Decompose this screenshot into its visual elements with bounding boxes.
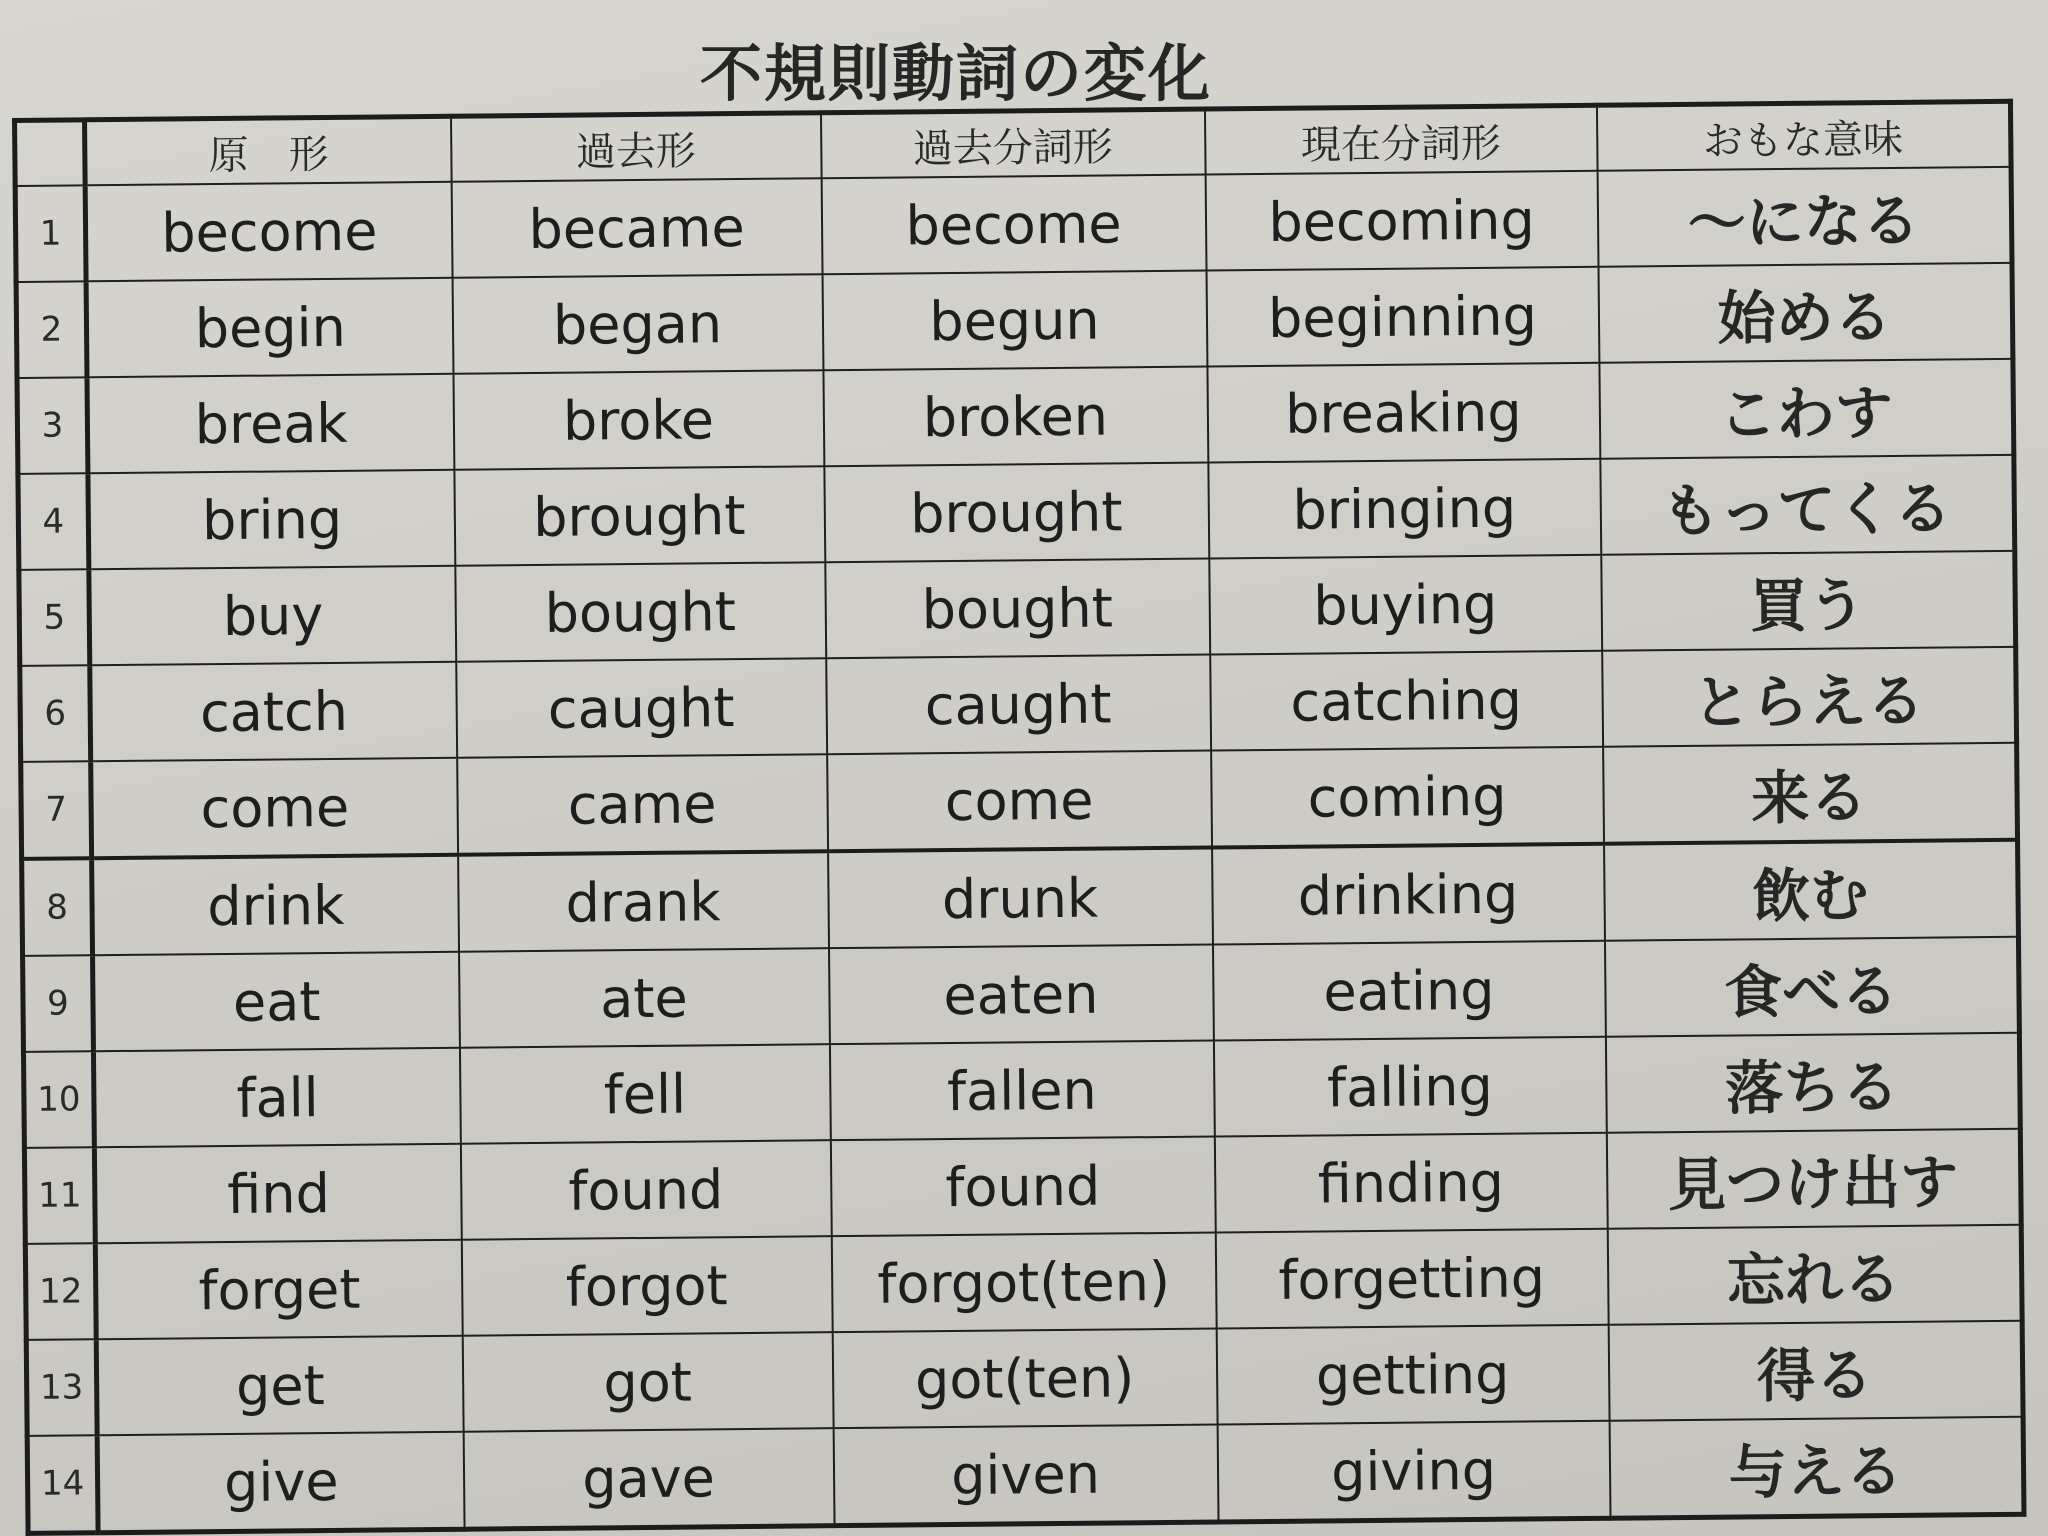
past-participle-cell: fallen: [829, 1041, 1214, 1141]
past-participle-cell: become: [821, 175, 1206, 275]
base-form-cell: begin: [86, 278, 453, 378]
past-form-cell: forgot: [461, 1236, 832, 1336]
past-form-cell: became: [451, 178, 822, 278]
present-participle-cell: drinking: [1212, 844, 1605, 945]
header-number: [15, 120, 86, 186]
past-form-cell: broke: [453, 370, 824, 470]
past-form-cell: fell: [459, 1044, 830, 1144]
page-title: 不規則動詞の変化: [700, 37, 1213, 110]
meaning-cell: 食べる: [1604, 937, 2019, 1037]
meaning-cell: 忘れる: [1607, 1225, 2022, 1325]
header-base-form: 原 形: [85, 116, 452, 185]
row-number: 13: [26, 1339, 97, 1436]
present-participle-cell: beginning: [1206, 267, 1599, 367]
present-participle-cell: falling: [1213, 1037, 1606, 1137]
irregular-verbs-table: [12, 99, 2027, 1536]
header-meaning: おもな意味: [1596, 101, 2011, 170]
past-form-cell: brought: [454, 466, 825, 566]
meaning-cell: 買う: [1601, 551, 2016, 651]
meaning-cell: とらえる: [1602, 647, 2017, 747]
present-participle-cell: buying: [1209, 555, 1602, 655]
row-number: 12: [25, 1243, 96, 1340]
header-past-form: 過去形: [451, 113, 822, 182]
row-number: 11: [24, 1147, 95, 1244]
meaning-cell: 見つけ出す: [1606, 1129, 2021, 1229]
present-participle-cell: forgetting: [1215, 1229, 1608, 1329]
present-participle-cell: eating: [1212, 941, 1605, 1041]
past-form-cell: gave: [463, 1428, 834, 1529]
past-participle-cell: got(ten): [832, 1328, 1217, 1428]
row-number: 4: [18, 473, 89, 570]
past-form-cell: came: [457, 754, 828, 855]
past-form-cell: bought: [455, 562, 826, 662]
present-participle-cell: giving: [1217, 1421, 1610, 1522]
past-participle-cell: forgot(ten): [831, 1233, 1216, 1333]
past-participle-cell: drunk: [828, 848, 1213, 949]
row-number: 10: [23, 1051, 94, 1148]
meaning-cell: もってくる: [1600, 455, 2015, 555]
base-form-cell: forget: [95, 1240, 462, 1340]
base-form-cell: come: [91, 758, 458, 859]
present-participle-cell: getting: [1216, 1325, 1609, 1425]
row-number: 2: [16, 281, 87, 378]
past-participle-cell: found: [830, 1137, 1215, 1237]
header-present-participle: 現在分詞形: [1204, 105, 1597, 174]
base-form-cell: eat: [93, 952, 460, 1052]
row-number: 7: [21, 761, 92, 859]
meaning-cell: 来る: [1603, 743, 2018, 844]
past-participle-cell: come: [827, 751, 1212, 852]
past-participle-cell: broken: [823, 367, 1208, 467]
base-form-cell: become: [85, 182, 452, 282]
past-participle-cell: brought: [824, 463, 1209, 563]
past-participle-cell: bought: [825, 559, 1210, 659]
base-form-cell: bring: [88, 470, 455, 570]
past-form-cell: caught: [456, 658, 827, 758]
base-form-cell: break: [87, 374, 454, 474]
past-form-cell: found: [460, 1140, 831, 1240]
row-number: 6: [20, 665, 91, 762]
row-number: 5: [19, 569, 90, 666]
table-row: [22, 840, 2019, 956]
past-form-cell: got: [462, 1332, 833, 1432]
base-form-cell: drink: [92, 855, 459, 956]
meaning-cell: こわす: [1599, 359, 2014, 459]
present-participle-cell: finding: [1214, 1133, 1607, 1233]
row-number: 9: [23, 955, 94, 1052]
header-past-participle: 過去分詞形: [820, 109, 1205, 178]
base-form-cell: fall: [93, 1048, 460, 1148]
past-participle-cell: eaten: [829, 945, 1214, 1045]
base-form-cell: get: [96, 1336, 463, 1436]
present-participle-cell: bringing: [1208, 459, 1601, 559]
past-participle-cell: caught: [826, 655, 1211, 755]
row-number: 3: [17, 377, 88, 474]
base-form-cell: find: [94, 1144, 461, 1244]
past-form-cell: ate: [459, 948, 830, 1048]
present-participle-cell: breaking: [1207, 363, 1600, 463]
present-participle-cell: becoming: [1205, 171, 1598, 271]
meaning-cell: ～になる: [1597, 167, 2012, 267]
present-participle-cell: coming: [1211, 747, 1604, 848]
meaning-cell: 始める: [1598, 263, 2013, 363]
past-participle-cell: given: [833, 1424, 1218, 1525]
base-form-cell: buy: [89, 566, 456, 666]
past-form-cell: began: [452, 274, 823, 374]
meaning-cell: 落ちる: [1605, 1033, 2020, 1133]
table-body: [15, 167, 2024, 1534]
row-number: 1: [15, 185, 86, 282]
row-number: 14: [27, 1435, 98, 1533]
past-form-cell: drank: [458, 851, 829, 952]
base-form-cell: catch: [90, 662, 457, 762]
base-form-cell: give: [97, 1432, 464, 1533]
past-participle-cell: begun: [822, 271, 1207, 371]
meaning-cell: 得る: [1608, 1321, 2023, 1421]
row-number: 8: [22, 858, 93, 956]
present-participle-cell: catching: [1210, 651, 1603, 751]
meaning-cell: 飲む: [1604, 840, 2019, 941]
table-row: [21, 743, 2018, 859]
meaning-cell: 与える: [1609, 1417, 2024, 1518]
table-row: [27, 1417, 2024, 1534]
